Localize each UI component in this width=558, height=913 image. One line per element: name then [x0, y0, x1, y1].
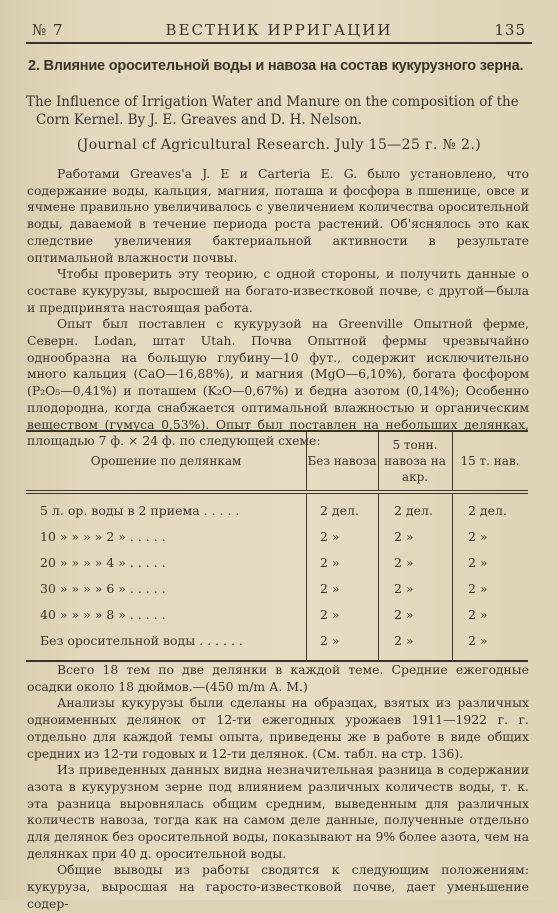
- table-header-no-manure: Без навоза: [306, 432, 379, 490]
- table-row: [26, 498, 528, 524]
- plot-scheme-table: [26, 430, 528, 662]
- paragraph: Общие выводы из работы сводятся к следующим положениям: кукуруза, выросшая на гаросто-известковой почве, дает уменьшение содер-: [27, 862, 529, 911]
- cell-5t: 2 »: [394, 633, 414, 648]
- table-row: [26, 602, 528, 628]
- table-header-15t-manure: 15 т. нав.: [460, 454, 520, 468]
- cell-15t: 2 »: [468, 555, 488, 570]
- paragraph: Чтобы проверить эту теорию, с одной стороны, и получить данные о составе кукурузы, выросшей на богато-известковой почве, с другой—была и предпринята настоящая работа.: [27, 266, 529, 315]
- cell-5t: 2 »: [394, 581, 414, 596]
- body-text-top: [27, 166, 529, 450]
- cell-irrigation: 10 » » » » 2 » . . . . .: [40, 529, 166, 544]
- cell-5t: 2 »: [394, 529, 414, 544]
- cell-no-manure: 2 »: [320, 581, 340, 596]
- source-citation: (Journal cf Agricultural Research. July 15—25 г. № 2.): [76, 137, 482, 153]
- journal-name: ВЕСТНИК ИРРИГАЦИИ: [165, 21, 393, 39]
- cell-15t: 2 »: [468, 633, 488, 648]
- header-rule: [26, 490, 528, 491]
- cell-5t: 2 »: [394, 607, 414, 622]
- cell-irrigation: 40 » » » » 8 » . . . . .: [40, 607, 166, 622]
- cell-5t: 2 »: [394, 555, 414, 570]
- cell-irrigation: 30 » » » » 6 » . . . . .: [40, 581, 166, 596]
- paragraph: Всего 18 тем по две делянки в каждой теме. Средние ежегодные осадки около 18 дюймов.—(450 m/m А. М.): [27, 662, 529, 694]
- cell-irrigation: 20 » » » » 4 » . . . . .: [40, 555, 166, 570]
- table-header-5t-manure: 5 тонн. навоза на акр.: [378, 432, 453, 490]
- cell-15t: 2 дел.: [468, 503, 507, 518]
- running-header: [28, 20, 530, 42]
- paragraph: Опыт был поставлен с кукурузой на Greenville Опытной ферме, Северн. Lodan, штат Utah. Почва Опытной фермы чрезвычайно однообразна на большую глубину—10 фут., содержит исключительно много кальция (CaO—16,88%), и магния (MgO—6,10%), богата фосфором (P₂O₅—0,41%) и поташем (K₂O—0,67%) и бедна азотом (0,14%); Особенно плодородна, когда снабжается оптимальной влажностью и органическим веществом (гумуса 0,53%). Опыт был поставлен на небольших делянках, площадью 7 ф. × 24 ф. по следующей схеме:: [27, 316, 529, 449]
- header-rule: [26, 42, 532, 44]
- cell-no-manure: 2 »: [320, 555, 340, 570]
- table-row: [26, 524, 528, 550]
- cell-irrigation: 5 л. ор. воды в 2 приема . . . . .: [40, 503, 240, 518]
- cell-no-manure: 2 дел.: [320, 503, 359, 518]
- cell-irrigation: Без оросительной воды . . . . . .: [40, 633, 243, 648]
- cell-no-manure: 2 »: [320, 607, 340, 622]
- table-row: [26, 550, 528, 576]
- table-row: [26, 576, 528, 602]
- cell-no-manure: 2 »: [320, 633, 340, 648]
- body-text-bottom: [27, 662, 529, 913]
- page-number: 135: [494, 21, 526, 39]
- cell-15t: 2 »: [468, 607, 488, 622]
- issue-number: № 7: [32, 21, 64, 39]
- english-title-line: The Influence of Irrigation Water and Manure on the composition of the: [26, 94, 519, 110]
- paragraph: Из приведенных данных видна незначительная разница в содержании азота в кукурузном зерне под влиянием различных количеств воды, т. к. эта разница выровнялась общим средним, выведенным для различных количеств навоза, тогда как на самом деле данные, полученные отдельно для делянок без оросительной воды, показывают на 9% более азота, чем на делянках при 40 д. оросительной воды.: [27, 762, 529, 861]
- cell-15t: 2 »: [468, 529, 488, 544]
- cell-no-manure: 2 »: [320, 529, 340, 544]
- english-title-line: Corn Kernel. By J. E. Greaves and D. H. Nelson.: [36, 112, 363, 128]
- article-title: 2. Влияние оросительной воды и навоза на состав кукурузного зерна.: [28, 58, 524, 74]
- english-title: [26, 93, 534, 129]
- cell-5t: 2 дел.: [394, 503, 433, 518]
- table-row: [26, 628, 528, 654]
- cell-15t: 2 »: [468, 581, 488, 596]
- table-header-irrigation: Орошение по делянкам: [26, 432, 307, 490]
- paragraph: Анализы кукурузы были сделаны на образцах, взятых из различных одноименных делянок от 12-ти ежегодных урожаев 1911—1922 г. г. отдельно для каждой темы опыта, приведены же в работе в виде общих средних из 12-ти годовых и 12-ти делянок. (См. табл. на стр. 136).: [27, 695, 529, 761]
- paragraph: Работами Greaves'a J. E и Carteria E. G. было установлено, что содержание воды, кальция, магния, поташа и фосфора в пшенице, овсе и ячмене правильно увеличивалось с увеличением количества оросительной воды, даваемой в течение периода роста растений. Об'яснялось это как следствие увеличения бактериальной активности в результате оптимальной влажности почвы.: [27, 166, 529, 265]
